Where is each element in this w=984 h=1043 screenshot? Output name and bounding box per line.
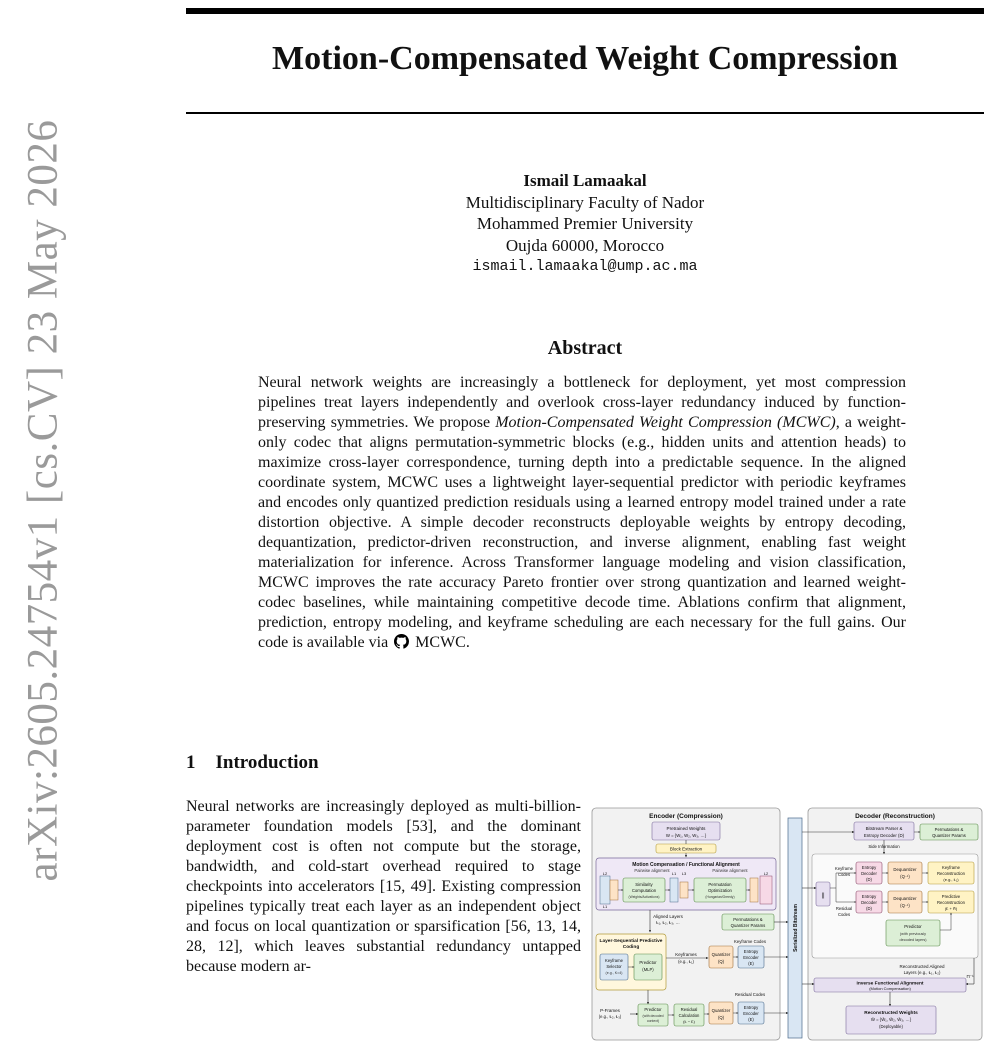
motion-compensation-title: Motion Compensation / Functional Alignment	[632, 862, 740, 868]
keyframe-selector-1: Keyframe	[605, 958, 623, 963]
entropy-encoder-top-3: (E)	[748, 961, 754, 966]
quantizer-box-bottom	[709, 1002, 733, 1024]
bitstream-label: Serialized Bitstream	[793, 904, 799, 952]
decoder-residual-codes-1: Residual	[835, 906, 853, 911]
intro-paragraph: Neural networks are increasingly deployed as multi-billion-parameter foundation models [53], and the dominant deployment cost is often not compute but the storage, bandwidth, and cold-start overhead required to stage checkpoints into accelerators [15, 49]. Existing compression pipelines typically treat each layer as an independent object and focus on local quantization or sparsification [56, 13, 14, 28, 12], which leaves substantial redundancy untapped because modern ar-	[186, 798, 581, 975]
decoder-residual-codes-2: Codes	[837, 912, 851, 917]
predictive-reconstruction-3: (Ł̂ + R̂)	[944, 906, 958, 911]
encoder-predictor-1: Predictor	[639, 960, 657, 965]
layer-block-l2	[600, 876, 610, 904]
layer-block-mid-b	[680, 882, 688, 898]
decoder-perm-params-1: Permutations &	[934, 827, 964, 832]
entropy-decoder-bottom-3: (D)	[866, 906, 872, 911]
encoder-predictor-2: (MLP)	[642, 967, 654, 972]
abstract-method-name: Motion-Compensated Weight Compression (MCWC)	[495, 414, 836, 431]
pframes-example: (e.g., Ł₂, Ł₃)	[598, 1014, 622, 1019]
inverse-alignment-1: Inverse Functional Alignment	[856, 981, 924, 987]
layer-block-right-a	[750, 878, 758, 902]
permutation-opt-label-1: Permutation	[708, 882, 732, 887]
entropy-encoder-top-1: Entropy	[743, 949, 759, 954]
author-affiliation-2: Mohammed Premier University	[476, 214, 694, 233]
entropy-encoder-bottom-3: (E)	[748, 1017, 754, 1022]
residual-calc-1: Residual	[680, 1007, 698, 1012]
pframes-label: P-Frames	[600, 1008, 620, 1013]
predictor-context-3: context)	[646, 1019, 660, 1023]
entropy-encoder-bottom-2: Encoder	[743, 1011, 759, 1016]
decoder-title: Decoder (Reconstruction)	[855, 813, 935, 820]
residual-codes-label: Residual Codes	[734, 992, 766, 997]
inverse-alignment-2: (Motion Compensation)	[869, 986, 911, 991]
recon-aligned-1: Reconstructed Aligned	[899, 964, 945, 969]
entropy-decoder-top-2: Decoder	[861, 871, 877, 876]
bitstream-parser-2: Entropy Decoder (D)	[863, 833, 905, 838]
dequantizer-bottom-1: Dequantizer	[893, 896, 917, 901]
predictive-reconstruction-2: Reconstruction	[937, 900, 965, 905]
section-heading	[186, 752, 319, 774]
decoder-keyframe-codes-2: Codes	[837, 872, 851, 877]
abstract-part-1: Neural network weights are increasingly a bottleneck for deployment, yet most compression pipelines treat layers independently and overlook cross-layer redundancy induced by function-preserving symmetries. We propose	[258, 374, 906, 431]
section-number: 1	[186, 752, 196, 773]
keyframes-label: Keyframes	[675, 952, 697, 957]
author-email[interactable]: ismail.lamaakal@ump.ac.ma	[472, 258, 698, 275]
quantizer-bottom-1: Quantizer	[711, 1008, 731, 1013]
keyframe-codes-label: Keyframe Codes	[733, 939, 767, 944]
permutation-opt-label-2: Optimization	[708, 888, 732, 893]
dequantizer-top-2: (Q⁻¹)	[900, 874, 910, 879]
code-split-symbol: ||	[821, 893, 825, 899]
title-bottom-rule	[186, 112, 984, 114]
arxiv-identifier: arXiv:2605.24754v1 [cs.CV] 23 May 2026	[19, 119, 67, 881]
bitstream-parser-1: Bitstream Parser &	[865, 826, 903, 831]
predictor-context-1: Predictor	[644, 1007, 662, 1012]
entropy-decoder-bottom-2: Decoder	[861, 900, 877, 905]
github-icon[interactable]	[394, 634, 409, 649]
encoder-title: Encoder (Compression)	[649, 813, 723, 820]
architecture-figure	[590, 806, 984, 1042]
author-block	[186, 170, 984, 278]
author-affiliation-1: Multidisciplinary Faculty of Nador	[465, 192, 705, 212]
lsp-title-2: Coding	[622, 945, 640, 950]
layer-block-mid-a	[670, 878, 678, 902]
label-l3-mid: L3	[681, 871, 687, 876]
encoder-perm-params-2: Quantizer Params	[730, 923, 766, 928]
decoder-predictor-3: decoded layers)	[899, 938, 927, 942]
keyframe-selector-3: (e.g., K=4)	[605, 971, 623, 975]
decoder-keyframe-codes-1: Keyframe	[835, 866, 853, 871]
block-extraction-label: Block Extraction	[669, 846, 703, 852]
recon-aligned-2: Layers (e.g., Ł₁, Ł₂)	[903, 970, 941, 975]
permutation-opt-label-3: (Hungarian/Greedy)	[705, 895, 735, 899]
label-l1-mid: L1	[671, 871, 677, 876]
keyframe-reconstruction-1: Keyframe	[942, 865, 960, 870]
code-link[interactable]: MCWC.	[415, 634, 470, 651]
title-top-rule	[186, 8, 984, 14]
lsp-title-1: Layer-Sequential Predictive	[599, 939, 663, 944]
similarity-label-3: (Weights/Activations)	[628, 895, 660, 899]
entropy-decoder-bottom-1: Entropy	[861, 894, 877, 899]
author-name: Ismail Lamaakal	[523, 171, 647, 190]
keyframe-reconstruction-3: (e.g., Ł₁)	[943, 877, 959, 882]
keyframe-reconstruction-2: Reconstruction	[937, 871, 965, 876]
pairwise-alignment-right: Pairwise alignment	[712, 868, 748, 873]
layer-block-l1	[610, 880, 618, 900]
reconstructed-weights-2: Ŵ = {Ŵ₁, Ŵ₂, Ŵ₃, …}	[870, 1017, 912, 1022]
quantizer-box-top	[709, 946, 733, 968]
section-title: Introduction	[215, 752, 319, 773]
aligned-layers-label: Aligned Layers	[653, 914, 683, 919]
entropy-decoder-top-3: (D)	[866, 877, 872, 882]
dequantizer-bottom-2: (Q⁻¹)	[900, 903, 910, 908]
keyframes-example: (e.g., Ł₁)	[678, 959, 694, 964]
decoder-predictor-1: Predictor	[904, 924, 922, 929]
decoder-predictor-2: (with previously	[899, 932, 927, 936]
similarity-label-1: Similarity	[635, 882, 653, 887]
label-l1-left: L1	[602, 904, 608, 909]
entropy-encoder-top-2: Encoder	[743, 955, 759, 960]
predictor-context-2: (with decoded	[642, 1014, 664, 1018]
entropy-decoder-top-1: Entropy	[861, 865, 877, 870]
similarity-label-2: Computation	[631, 888, 657, 893]
aligned-layers-set: Ł₁, Ł₂, Ł₃, …	[656, 920, 680, 925]
layer-block-right-b	[760, 876, 772, 904]
quantizer-top-2: (Q)	[717, 959, 725, 964]
quantizer-top-1: Quantizer	[711, 952, 731, 957]
author-location: Oujda 60000, Morocco	[505, 235, 665, 255]
abstract-text	[258, 373, 906, 653]
pretrained-weights-set: W = {W₁, W₂, W₃, …}	[665, 833, 707, 838]
pi-inverse-symbol: Π⁻¹	[966, 974, 974, 979]
pairwise-alignment-left: Pairwise alignment	[634, 868, 670, 873]
dequantizer-top-1: Dequantizer	[893, 867, 917, 872]
predictive-reconstruction-1: Predictive	[941, 894, 961, 899]
label-l2-left: L2	[602, 871, 608, 876]
dequantizer-box-top	[888, 862, 922, 884]
decoder-perm-params-2: Quantizer Params	[932, 833, 966, 838]
label-l2-right: L2	[763, 871, 769, 876]
arxiv-watermark	[18, 119, 68, 881]
reconstructed-weights-1: Reconstructed Weights	[864, 1011, 918, 1016]
reconstructed-weights-3: (Deployable)	[879, 1024, 903, 1029]
quantizer-bottom-2: (Q)	[717, 1015, 725, 1020]
paper-title: Motion-Compensated Weight Compression	[272, 40, 898, 77]
residual-calc-3: (Ł − Ł̂)	[683, 1019, 695, 1024]
encoder-perm-params-1: Permutations &	[733, 917, 763, 922]
keyframe-selector-2: Selector	[606, 964, 622, 969]
entropy-encoder-bottom-1: Entropy	[743, 1005, 759, 1010]
dequantizer-box-bottom	[888, 891, 922, 913]
pretrained-weights-label: Pretrained Weights	[666, 826, 706, 831]
abstract-heading: Abstract	[547, 337, 623, 359]
side-information-label: Side Information	[868, 844, 900, 849]
residual-calc-2: Calculation	[678, 1013, 700, 1018]
abstract-part-2: , a weight-only codec that aligns permutation-symmetric blocks (e.g., hidden units and attention heads) to maximize cross-layer correspondence, turning depth into a predictable sequence. In the aligned coordinate system, MCWC uses a lightweight layer-sequential predictor with periodic keyframes and encodes only quantized prediction residuals using a learned entropy model trained under a rate distortion objective. A simple decoder reconstructs deployable weights by entropy decoding, dequantization, predictor-driven reconstruction, and inverse alignment, enabling fast weight materialization for inference. Across Transformer language modeling and vision classification, MCWC improves the rate accuracy Pareto frontier over strong quantization and learned weight-codec baselines, while maintaining competitive decode time. Ablations confirm that alignment, prediction, entropy modeling, and keyframe scheduling are each necessary for the full gains. Our code is available via	[258, 414, 906, 651]
